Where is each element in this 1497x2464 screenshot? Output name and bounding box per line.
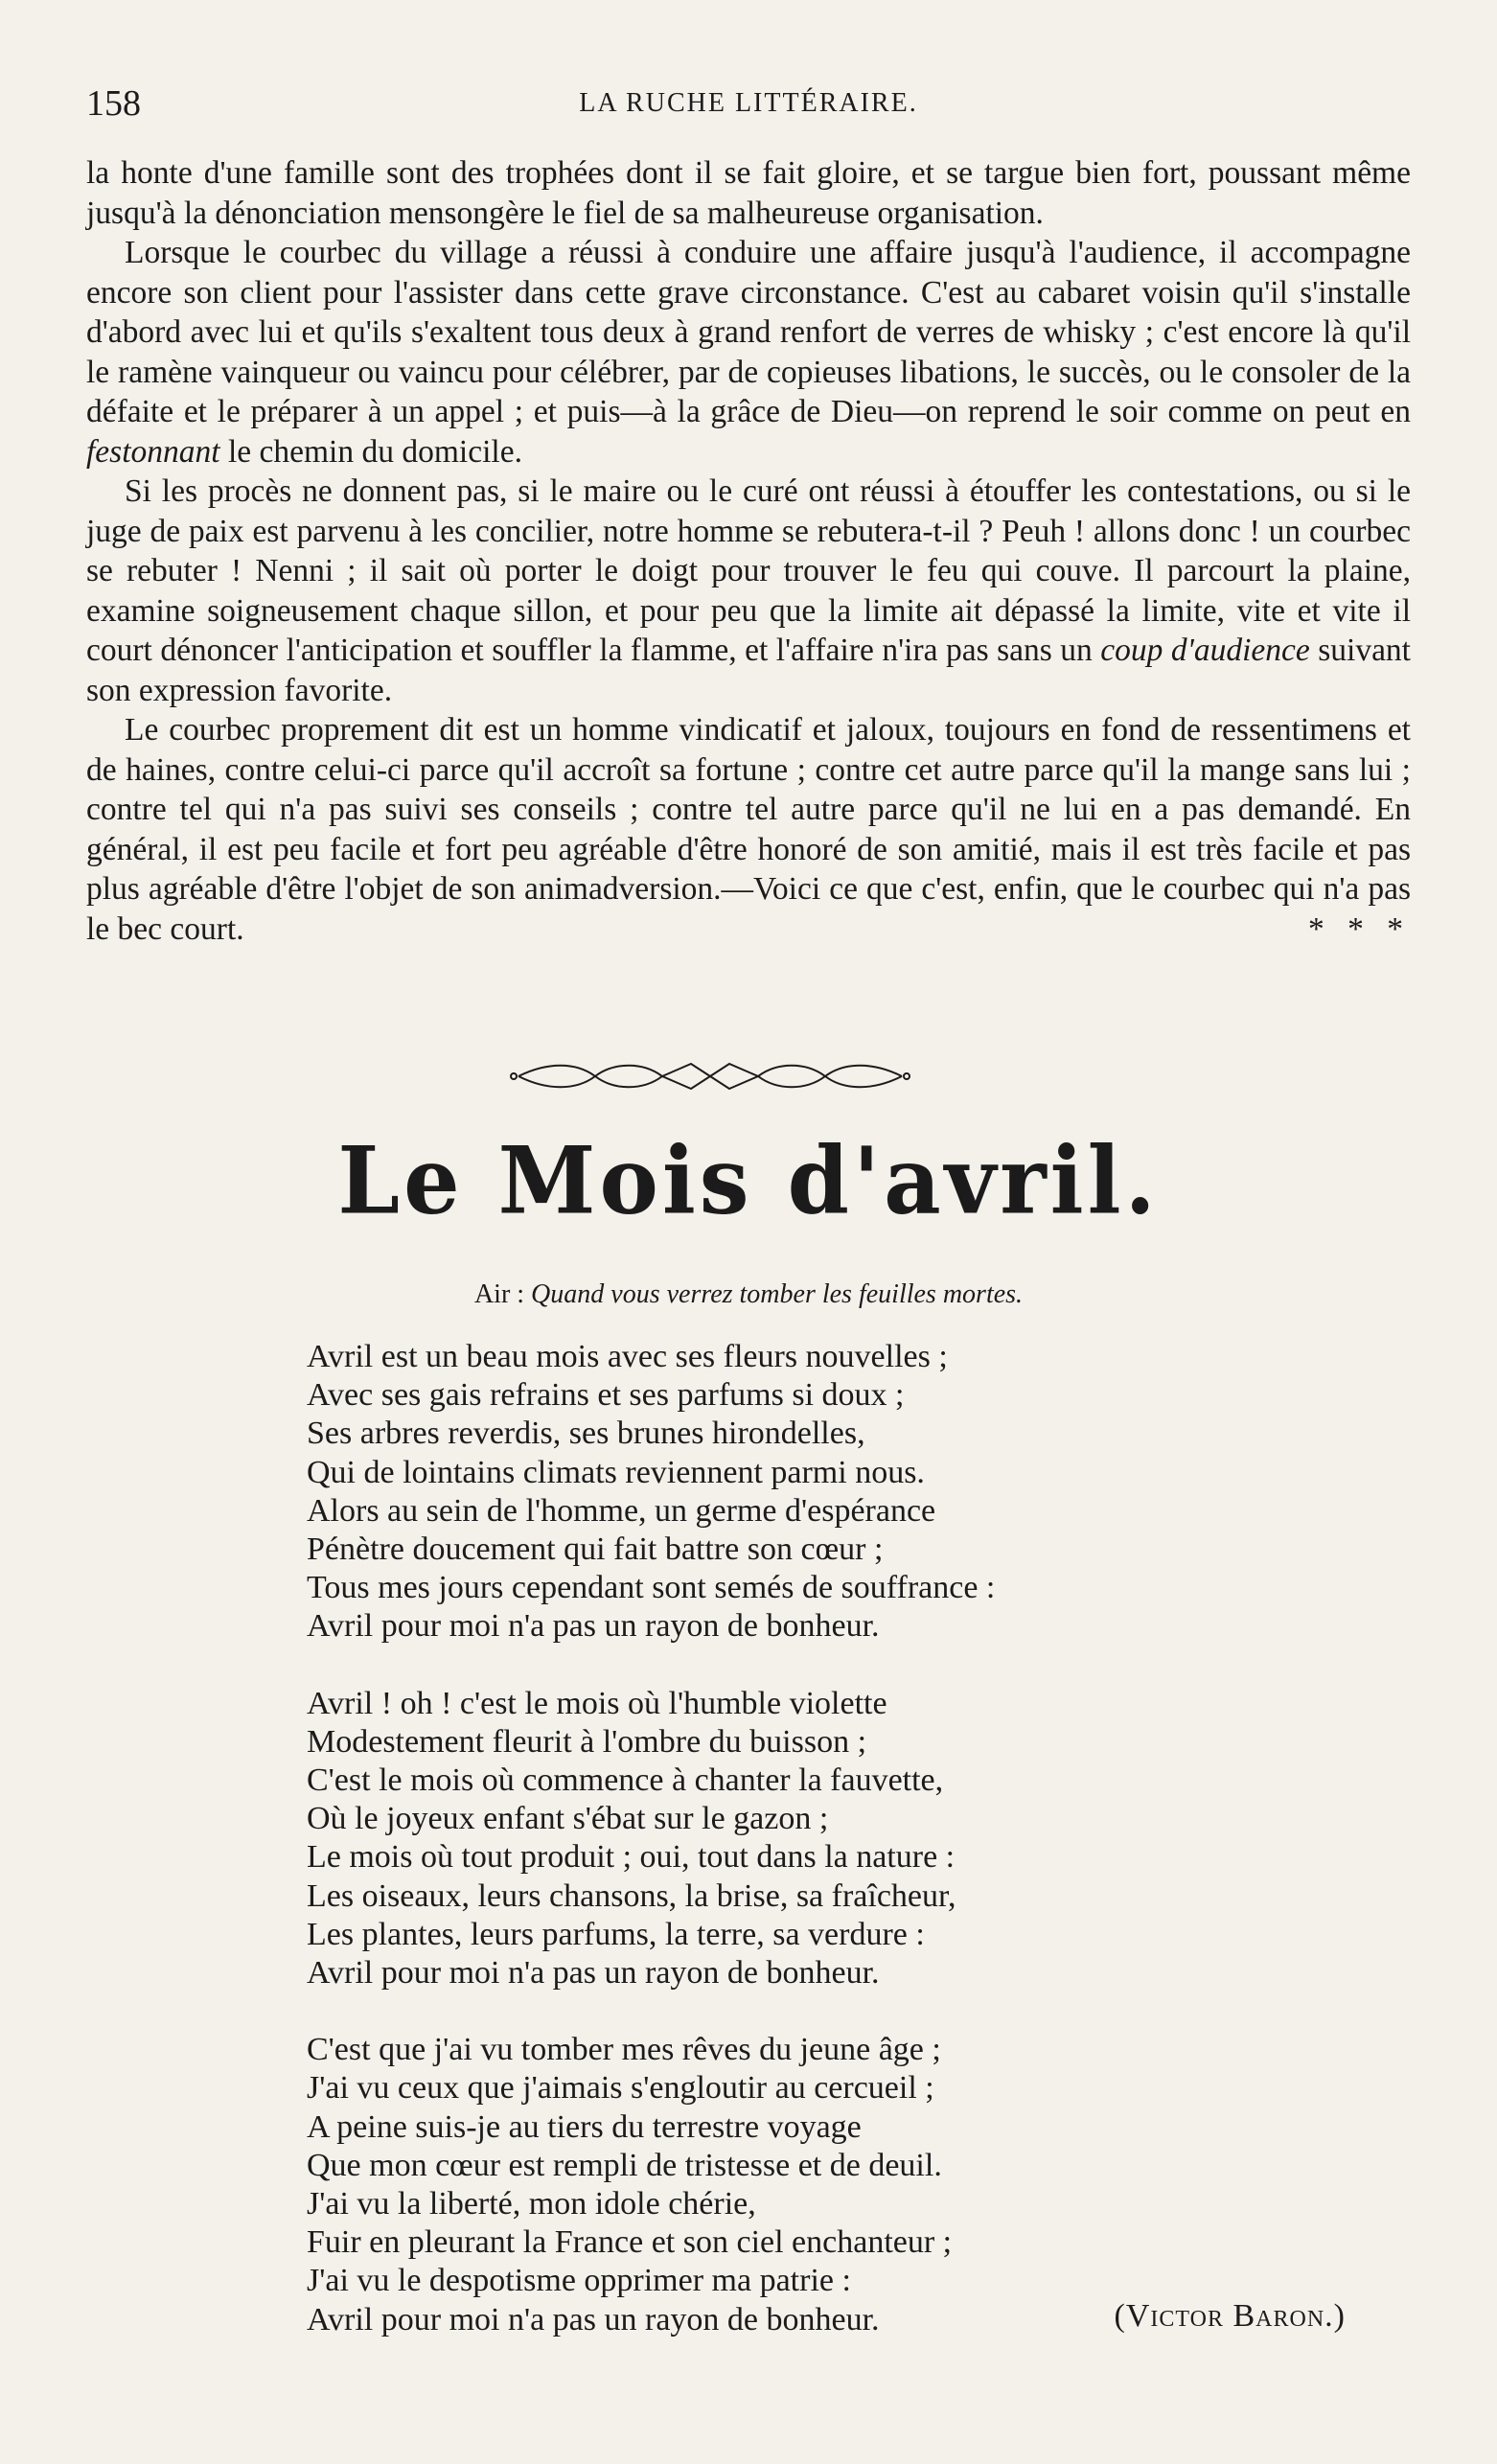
verse-line: Qui de lointains climats reviennent parmi nous. xyxy=(307,1454,925,1490)
paragraph-2-italic: festonnant xyxy=(86,433,220,470)
page-header xyxy=(86,82,1411,130)
paragraph-3-text-a: Si les procès ne donnent pas, si le maire ou le curé ont réussi à étouffer les contestations, ou si le juge de paix est parvenu à les concilier, notre homme se rebutera-t-il ? Peuh ! allons donc ! un courbec se rebuter ! Nenni ; il sait où porter le doigt pour trouver le feu qui couve. Il parcourt la plaine, examine soigneusement chaque sillon, et pour peu que la limite ait dépassé la limite, vite et vite il court dénoncer l'anticipation et souffler la flamme, et l'affaire n'ira pas sans un xyxy=(86,473,1411,668)
verse-line: Fuir en pleurant la France et son ciel enchanteur ; xyxy=(307,2224,953,2261)
verse-line: Le mois où tout produit ; oui, tout dans la nature : xyxy=(307,1839,956,1876)
paragraph-3-text-b: suivant son expression favorite. xyxy=(86,633,1411,708)
paragraph-1: la honte d'une famille sont des trophées dont il se fait gloire, et se targue bien fort, poussant même jusqu'à la dénonciation mensongère le fiel de sa malheureuse organisation. xyxy=(86,155,1411,231)
verse-line: Avril pour moi n'a pas un rayon de bonheur. xyxy=(307,1608,880,1645)
stanza-3 xyxy=(307,2031,1361,2339)
paragraph-4 xyxy=(86,710,1411,949)
air-line xyxy=(0,1279,1497,1310)
verse-line: J'ai vu le despotisme opprimer ma patrie : xyxy=(307,2263,851,2299)
page-number: 158 xyxy=(86,83,141,124)
paragraph-2-text-b: le chemin du domicile. xyxy=(219,433,522,470)
poem-body xyxy=(307,1338,1361,2378)
running-title: LA RUCHE LITTÉRAIRE. xyxy=(579,88,918,118)
stanza-1 xyxy=(307,1338,1361,1647)
verse-line: Où le joyeux enfant s'ébat sur le gazon ; xyxy=(307,1801,829,1837)
paragraph-4-text: Le courbec proprement dit est un homme vindicatif et jaloux, toujours en fond de ressentimens et de haines, contre celui-ci parce qu'il accroît sa fortune ; contre cet autre parce qu'il la mange sans lui ; contre tel qui n'a pas suivi ses conseils ; contre tel autre parce qu'il ne lui en a pas demandé. En général, il est peu facile et fort peu agréable d'être honoré de son amitié, mais il est très facile et pas plus agréable d'être l'objet de son animadversion.—Voici ce que c'est, enfin, que le courbec qui n'a pas le bec court. xyxy=(86,712,1411,947)
verse-line: Modestement fleurit à l'ombre du buisson ; xyxy=(307,1723,867,1760)
verse-line: Alors au sein de l'homme, un germe d'espérance xyxy=(307,1492,936,1529)
verse-line: Pénètre doucement qui fait battre son cœur ; xyxy=(307,1531,884,1568)
verse-line: Les plantes, leurs parfums, la terre, sa verdure : xyxy=(307,1916,925,1952)
paragraph-3-italic: coup d'audience xyxy=(1100,633,1310,668)
verse-line: J'ai vu ceux que j'aimais s'engloutir au cercueil ; xyxy=(307,2070,934,2107)
verse-line: Avril ! oh ! c'est le mois où l'humble violette xyxy=(307,1685,887,1721)
verse-line: C'est le mois où commence à chanter la fauvette, xyxy=(307,1762,944,1799)
verse-line: J'ai vu la liberté, mon idole chérie, xyxy=(307,2186,756,2222)
verse-line: Tous mes jours cependant sont semés de souffrance : xyxy=(307,1570,996,1606)
paragraph-2-text-a: Lorsque le courbec du village a réussi à conduire une affaire jusqu'à l'audience, il accompagne encore son client pour l'assister dans cette grave circonstance. C'est au cabaret voisin qu'il s'installe d'abord avec lui et qu'ils s'exaltent tous deux à grand renfort de verres de whisky ; c'est encore là qu'il le ramène vainqueur ou vaincu pour célébrer, par de copieuses libations, le succès, ou le consoler de la défaite et le préparer à un appel ; et puis—à la grâce de Dieu—on reprend le soir comme on peut en xyxy=(86,235,1411,429)
verse-line: A peine suis-je au tiers du terrestre voyage xyxy=(307,2108,862,2145)
verse-line: Avec ses gais refrains et ses parfums si doux ; xyxy=(307,1377,905,1414)
verse-line: Que mon cœur est rempli de tristesse et de deuil. xyxy=(307,2147,942,2183)
air-tune: Quand vous verrez tomber les feuilles mortes. xyxy=(531,1279,1024,1309)
paragraph-3 xyxy=(86,472,1411,710)
poem-author: (Victor Baron.) xyxy=(1114,2298,1346,2334)
verse-line: Les oiseaux, leurs chansons, la brise, sa fraîcheur, xyxy=(307,1877,956,1914)
verse-line: Ses arbres reverdis, ses brunes hirondelles, xyxy=(307,1416,865,1452)
poem-title: Le Mois d'avril. xyxy=(337,1126,1160,1235)
verse-line: C'est que j'ai vu tomber mes rêves du jeune âge ; xyxy=(307,2032,941,2068)
verse-line: Avril est un beau mois avec ses fleurs nouvelles ; xyxy=(307,1339,948,1374)
air-label: Air : xyxy=(473,1279,525,1309)
prose-section xyxy=(86,153,1411,949)
verse-line: Avril pour moi n'a pas un rayon de bonheur. xyxy=(307,1955,880,1992)
stanza-2 xyxy=(307,1685,1361,1993)
paragraph-2 xyxy=(86,233,1411,472)
section-stars: * * * xyxy=(1308,910,1411,947)
ornament-divider xyxy=(509,1054,911,1098)
verse-line: Avril pour moi n'a pas un rayon de bonheur. xyxy=(307,2301,880,2337)
